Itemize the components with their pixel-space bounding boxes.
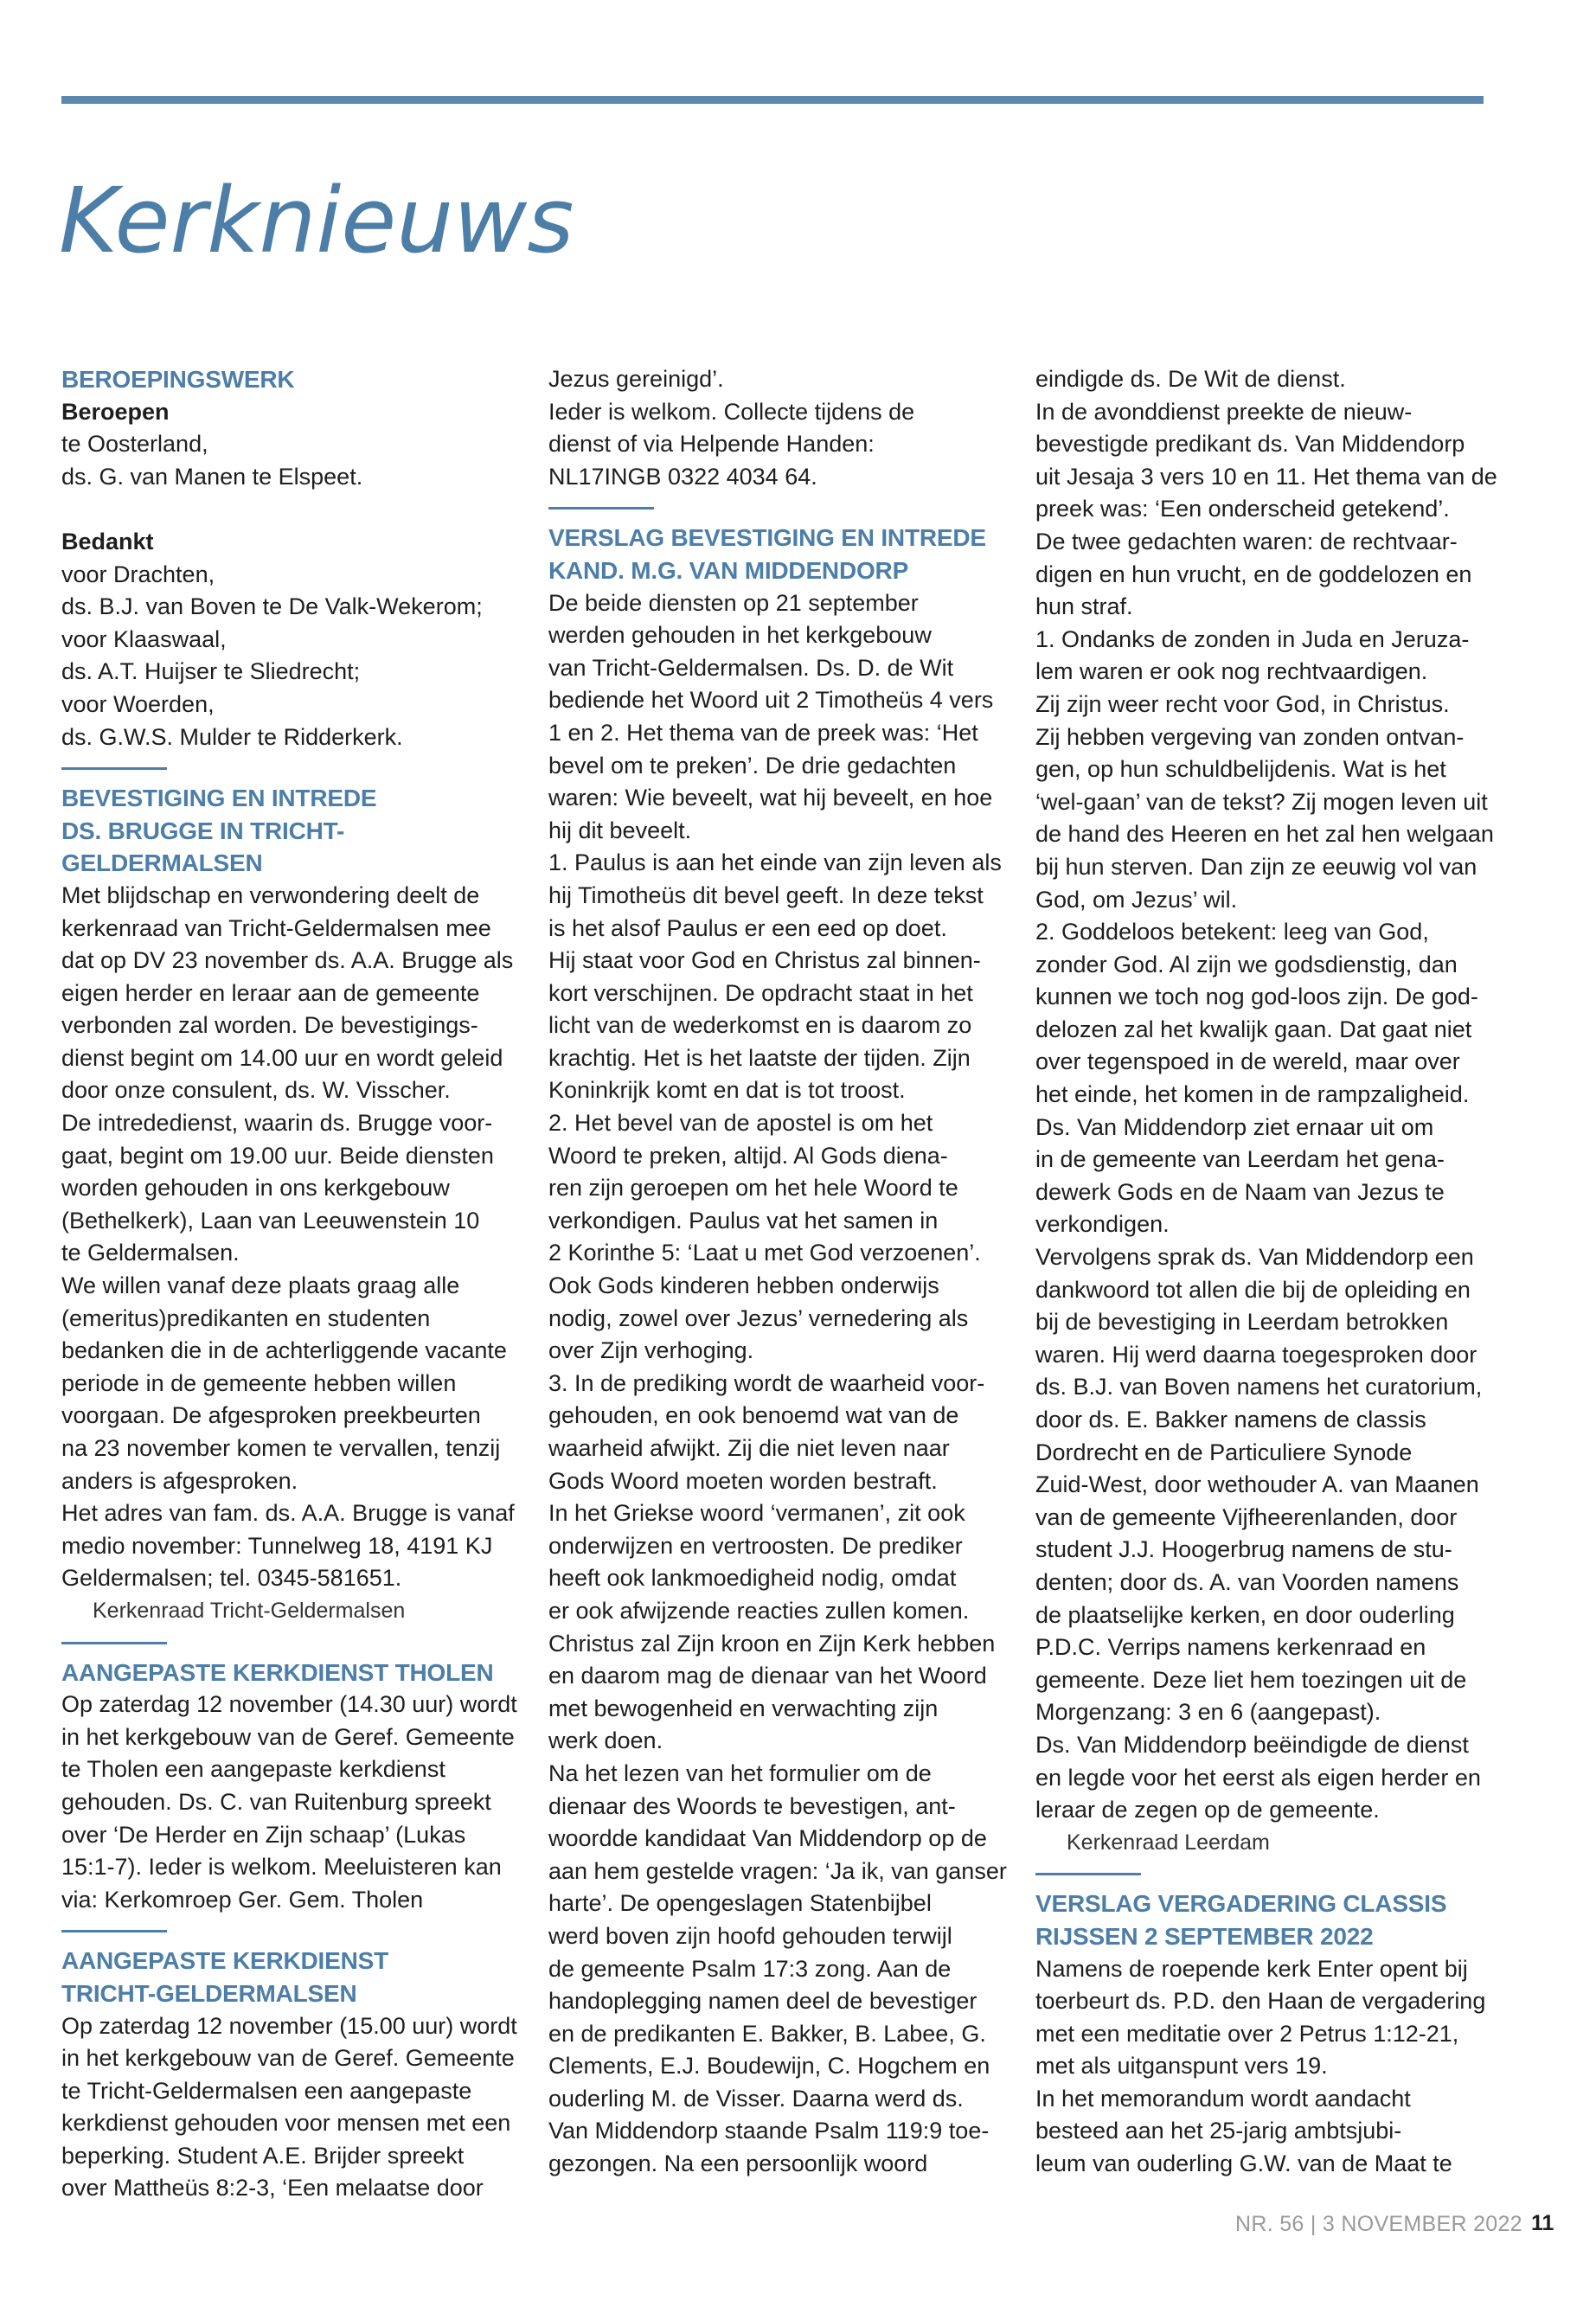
article-body — [61, 1689, 539, 1916]
text-line: bij hun sterven. Dan zijn ze eeuwig vol van — [1035, 853, 1477, 880]
text-line: te Oosterland, — [61, 431, 208, 458]
text-line: Op zaterdag 12 november (14.30 uur) wordt — [61, 1691, 517, 1718]
text-line: dienaar des Woords te bevestigen, ant- — [548, 1792, 956, 1819]
text-line: anders is afgesproken. — [61, 1467, 298, 1494]
text-line: heeft ook lankmoedigheid nodig, omdat — [548, 1565, 957, 1592]
text-line: NL17INGB 0322 4034 64. — [548, 463, 817, 490]
text-line: met bewogenheid en verwachting zijn — [548, 1695, 939, 1721]
text-line: harte’. De opengeslagen Statenbijbel — [548, 1890, 932, 1917]
text-line: Dordrecht en de Particuliere Synode — [1035, 1439, 1413, 1465]
text-line: dienst begint om 14.00 uur en wordt geleid — [61, 1044, 503, 1071]
section-heading-verslag-2: KAND. M.G. VAN MIDDENDORP — [548, 556, 909, 584]
text-line: bevel om te preken’. De drie gedachten — [548, 752, 957, 779]
text-line: door ds. E. Bakker namens de classis — [1035, 1407, 1426, 1433]
text-line: De beide diensten op 21 september — [548, 589, 919, 616]
column-1 — [61, 363, 539, 2205]
issue-info: NR. 56 | 3 NOVEMBER 2022 — [1235, 2212, 1522, 2236]
text-line: werk doen. — [548, 1727, 663, 1754]
section-heading-aangepaste: AANGEPASTE KERKDIENST — [61, 1947, 388, 1975]
text-line: beperking. Student A.E. Brijder spreekt — [61, 2142, 465, 2169]
article-body — [548, 587, 1026, 2181]
text-line: in het kerkgebouw van de Geref. Gemeente — [61, 1723, 515, 1750]
text-line: over Zijn verhoging. — [548, 1337, 754, 1364]
text-line: Jezus gereinigd’. — [548, 366, 724, 392]
text-line: hij dit beveelt. — [548, 817, 692, 843]
text-line: door onze consulent, ds. W. Visscher. — [61, 1077, 451, 1104]
text-line: In de avonddienst preekte de nieuw- — [1035, 398, 1413, 425]
text-line: Morgenzang: 3 en 6 (aangepast). — [1035, 1699, 1381, 1726]
text-line: uit Jesaja 3 vers 10 en 11. Het thema van de — [1035, 463, 1497, 490]
text-line: dewerk Gods en de Naam van Jezus te — [1035, 1178, 1445, 1205]
text-line: dat op DV 23 november ds. A.A. Brugge als — [61, 947, 514, 974]
text-line: Namens de roepende kerk Enter opent bij — [1035, 1955, 1468, 1982]
text-line: en legde voor het eerst als eigen herder en — [1035, 1764, 1481, 1791]
text-line: gemeente. Deze liet hem toezingen uit de — [1035, 1666, 1467, 1693]
text-line: gaat, begint om 19.00 uur. Beide diensten — [61, 1142, 494, 1169]
text-line: en de predikanten E. Bakker, B. Labee, G. — [548, 2020, 986, 2047]
text-line: ds. B.J. van Boven te De Valk-Wekerom; — [61, 593, 483, 620]
text-line: toerbeurt ds. P.D. den Haan de vergadering — [1035, 1988, 1486, 2015]
text-line: 1 en 2. Het thema van de preek was: ‘Het — [548, 719, 978, 746]
text-line: licht van de wederkomst en is daarom zo — [548, 1012, 972, 1039]
text-line: digen en hun vrucht, en de goddelozen en — [1035, 561, 1472, 587]
text-line: Zij zijn weer recht voor God, in Christus. — [1035, 690, 1450, 717]
text-line: werden gehouden in het kerkgebouw — [548, 622, 932, 649]
text-line: periode in de gemeente hebben willen — [61, 1369, 457, 1396]
text-line: Gods Woord moeten worden bestraft. — [548, 1467, 938, 1494]
text-line: werd boven zijn hoofd gehouden terwijl — [548, 1922, 952, 1949]
text-line: De twee gedachten waren: de rechtvaar- — [1035, 528, 1458, 554]
subheading-bedankt: Bedankt — [61, 528, 154, 554]
text-line: 15:1-7). Ieder is welkom. Meeluisteren kan — [61, 1854, 502, 1881]
text-line: P.D.C. Verrips namens kerkenraad en — [1035, 1634, 1426, 1661]
text-line: denten; door ds. A. van Voorden namens — [1035, 1568, 1459, 1595]
section-heading-aangepaste-2: TRICHT-GELDERMALSEN — [61, 1979, 357, 2007]
text-line: In het Griekse woord ‘vermanen’, zit ook — [548, 1500, 965, 1527]
text-line: ds. A.T. Huijser te Sliedrecht; — [61, 658, 361, 685]
text-line: over tegenspoed in de wereld, maar over — [1035, 1048, 1460, 1075]
text-line: 2. Het bevel van de apostel is om het — [548, 1110, 933, 1137]
article-body — [548, 363, 1026, 493]
text-line: onderwijzen en vertroosten. De prediker — [548, 1532, 963, 1559]
text-line: verbonden zal worden. De bevestigings- — [61, 1012, 478, 1039]
text-line: eigen herder en leraar aan de gemeente — [61, 979, 480, 1006]
article-body — [1035, 363, 1513, 1827]
text-line: er ook afwijzende reacties zullen komen. — [548, 1597, 970, 1624]
text-line: dankwoord tot allen die bij de opleiding en — [1035, 1276, 1471, 1303]
text-line: bevestigde predikant ds. Van Middendorp — [1035, 431, 1465, 458]
section-heading-tholen: AANGEPASTE KERKDIENST THOLEN — [61, 1658, 494, 1686]
text-line: aan hem gestelde vragen: ‘Ja ik, van ganser — [548, 1857, 1007, 1884]
section-divider — [61, 767, 167, 770]
text-line: over Mattheüs 8:2-3, ‘Een melaatse door — [61, 2175, 484, 2202]
section-heading-bevestiging-2: DS. BRUGGE IN TRICHT-GELDERMALSEN — [61, 817, 345, 877]
text-line: waarheid afwijkt. Zij die niet leven naar — [548, 1435, 950, 1461]
text-line: Zij hebben vergeving van zonden ontvan- — [1035, 723, 1465, 750]
signature: Kerkenraad Leerdam — [1067, 1830, 1270, 1855]
text-line: Koninkrijk komt en dat is tot troost. — [548, 1077, 906, 1104]
text-line: Ds. Van Middendorp ziet ernaar uit om — [1035, 1113, 1434, 1140]
text-line: krachtig. Het is het laatste der tijden. Zijn — [548, 1044, 971, 1071]
text-line: bij de bevestiging in Leerdam betrokken — [1035, 1309, 1449, 1336]
text-line: leraar de zegen op de gemeente. — [1035, 1797, 1380, 1823]
text-line: 1. Paulus is aan het einde van zijn leven als — [548, 849, 1002, 876]
section-divider — [61, 1930, 167, 1932]
top-rule — [61, 96, 1484, 104]
text-line: Na het lezen van het formulier om de — [548, 1759, 932, 1786]
text-line: Van Middendorp staande Psalm 119:9 toe- — [548, 2118, 990, 2144]
text-line: en daarom mag de dienaar van het Woord — [548, 1663, 987, 1689]
page-number: 11 — [1531, 2211, 1554, 2235]
text-line: het einde, het komen in de rampzaligheid. — [1035, 1081, 1470, 1108]
text-line: voor Drachten, — [61, 561, 215, 587]
section-heading-classis-2: RIJSSEN 2 SEPTEMBER 2022 — [1035, 1922, 1374, 1950]
text-line: van Tricht-Geldermalsen. Ds. D. de Wit — [548, 654, 954, 681]
text-line: dienst of via Helpende Handen: — [548, 431, 875, 458]
text-line: waren. Hij werd daarna toegesproken door — [1035, 1341, 1477, 1368]
section-heading-classis: VERSLAG VERGADERING CLASSIS — [1035, 1890, 1447, 1918]
article-body — [61, 2010, 539, 2206]
text-line: gezongen. Na een persoonlijk woord — [548, 2150, 928, 2177]
text-line: student J.J. Hoogerbrug namens de stu- — [1035, 1536, 1452, 1563]
text-line: woordde kandidaat Van Middendorp op de — [548, 1825, 987, 1852]
text-line: via: Kerkomroep Ger. Gem. Tholen — [61, 1886, 424, 1913]
text-line: verkondigen. — [1035, 1211, 1170, 1238]
text-line: ds. G. van Manen te Elspeet. — [61, 463, 363, 490]
text-line: Met blijdschap en verwondering deelt de — [61, 881, 480, 908]
text-line: bedanken die in de achterliggende vacante — [61, 1337, 507, 1364]
text-line: 1. Ondanks de zonden in Juda en Jeruza- — [1035, 625, 1470, 652]
text-line: preek was: ‘Een onderscheid getekend’. — [1035, 496, 1450, 522]
text-line: zonder God. Al zijn we godsdienstig, dan — [1035, 951, 1458, 977]
text-line: nodig, zowel over Jezus’ vernedering als — [548, 1304, 969, 1331]
text-line: Vervolgens sprak ds. Van Middendorp een — [1035, 1244, 1474, 1271]
text-line: In het memorandum wordt aandacht — [1035, 2085, 1411, 2112]
text-line: voor Woerden, — [61, 690, 215, 717]
section-heading-bevestiging: BEVESTIGING EN INTREDE — [61, 785, 377, 812]
text-line: leum van ouderling G.W. van de Maat te — [1035, 2150, 1452, 2177]
text-line: na 23 november komen te vervallen, tenzij — [61, 1435, 501, 1461]
text-line: Clements, E.J. Boudewijn, C. Hogchem en — [548, 2053, 990, 2080]
text-line: ouderling M. de Visser. Daarna werd ds. — [548, 2085, 964, 2112]
text-line: God, om Jezus’ wil. — [1035, 886, 1238, 913]
text-line: Het adres van fam. ds. A.A. Brugge is vanaf — [61, 1500, 515, 1527]
text-line: ren zijn geroepen om het hele Woord te — [548, 1175, 958, 1202]
text-line: te Tricht-Geldermalsen een aangepaste — [61, 2077, 472, 2104]
text-line: (Bethelkerk), Laan van Leeuwenstein 10 — [61, 1207, 480, 1234]
page-title: Kerknieuws — [59, 168, 574, 273]
text-line: gen, op hun schuldbelijdenis. Wat is het — [1035, 756, 1446, 783]
signature: Kerkenraad Tricht-Geldermalsen — [93, 1598, 406, 1623]
text-line: (emeritus)predikanten en studenten — [61, 1304, 431, 1331]
text-line: Geldermalsen; tel. 0345-581651. — [61, 1565, 402, 1592]
text-line: waren: Wie beveelt, wat hij beveelt, en hoe — [548, 785, 993, 811]
text-line: ‘wel-gaan’ van de tekst? Zij mogen leven uit — [1035, 788, 1488, 815]
text-line: te Tholen een aangepaste kerkdienst — [61, 1756, 445, 1783]
text-line: voor Klaaswaal, — [61, 625, 227, 652]
text-line: delozen zal het kwalijk gaan. Dat gaat niet — [1035, 1016, 1472, 1042]
text-line: Op zaterdag 12 november (15.00 uur) wordt — [61, 2012, 517, 2039]
text-line: bediende het Woord uit 2 Timotheüs 4 vers — [548, 687, 994, 714]
text-line: gehouden. Ds. C. van Ruitenburg spreekt — [61, 1788, 491, 1815]
text-line: Christus zal Zijn kroon en Zijn Kerk hebben — [548, 1630, 996, 1657]
text-line: verkondigen. Paulus vat het samen in — [548, 1207, 939, 1234]
text-line: kunnen we toch nog god-loos zijn. De god- — [1035, 984, 1478, 1010]
text-line: medio november: Tunnelweg 18, 4191 KJ — [61, 1532, 493, 1559]
article-body — [1035, 1953, 1513, 2181]
text-line: in het kerkgebouw van de Geref. Gemeente — [61, 2045, 515, 2072]
text-line: 3. In de prediking wordt de waarheid voor- — [548, 1369, 985, 1396]
text-line: gehouden, en ook benoemd wat van de — [548, 1402, 959, 1429]
column-3 — [1035, 363, 1513, 2181]
text-line: ds. G.W.S. Mulder te Ridderkerk. — [61, 723, 403, 750]
text-line: de hand des Heeren en het zal hen welgaan — [1035, 821, 1494, 848]
text-line: over ‘De Herder en Zijn schaap’ (Lukas — [61, 1821, 466, 1848]
text-line: We willen vanaf deze plaats graag alle — [61, 1272, 460, 1299]
column-2 — [548, 363, 1026, 2181]
article-body — [61, 880, 539, 1595]
text-line: kerkenraad van Tricht-Geldermalsen mee — [61, 914, 491, 941]
text-line: met een meditatie over 2 Petrus 1:12-21, — [1035, 2020, 1459, 2047]
text-line: Hij staat voor God en Christus zal binnen- — [548, 947, 981, 974]
section-heading-verslag: VERSLAG BEVESTIGING EN INTREDE — [548, 524, 986, 552]
text-line: Zuid-West, door wethouder A. van Maanen — [1035, 1471, 1479, 1498]
text-line: lem waren er ook nog rechtvaardigen. — [1035, 658, 1428, 685]
text-line: eindigde ds. De Wit de dienst. — [1035, 366, 1346, 392]
text-line: 2 Korinthe 5: ‘Laat u met God verzoenen’. — [548, 1240, 981, 1266]
text-line: kerkdienst gehouden voor mensen met een — [61, 2110, 511, 2137]
text-line: hij Timotheüs dit bevel geeft. In deze tekst — [548, 881, 984, 908]
subheading-beroepen: Beroepen — [61, 398, 170, 425]
text-line: besteed aan het 25-jarig ambtsjubi- — [1035, 2118, 1402, 2144]
section-divider — [61, 1642, 167, 1644]
text-line: de gemeente Psalm 17:3 zong. Aan de — [548, 1955, 952, 1982]
text-line: 2. Goddeloos betekent: leeg van God, — [1035, 919, 1429, 945]
text-line: Ieder is welkom. Collecte tijdens de — [548, 398, 915, 425]
text-line: Woord te preken, altijd. Al Gods diena- — [548, 1142, 948, 1169]
text-line: ds. B.J. van Boven namens het curatorium, — [1035, 1374, 1483, 1400]
text-line: hun straf. — [1035, 593, 1133, 620]
text-line: de plaatselijke kerken, en door ouderling — [1035, 1601, 1455, 1628]
text-line: in de gemeente van Leerdam het gena- — [1035, 1146, 1445, 1173]
text-line: De intrededienst, waarin ds. Brugge voor- — [61, 1110, 493, 1137]
text-line: te Geldermalsen. — [61, 1240, 240, 1266]
section-heading-beroepingswerk: BEROEPINGSWERK — [61, 366, 295, 393]
section-divider — [548, 507, 654, 510]
text-line: voorgaan. De afgesproken preekbeurten — [61, 1402, 481, 1429]
text-line: van de gemeente Vijfheerenlanden, door — [1035, 1503, 1458, 1530]
text-line: Ds. Van Middendorp beëindigde de dienst — [1035, 1731, 1469, 1758]
text-line: is het alsof Paulus er een eed op doet. — [548, 914, 947, 941]
text-line: kort verschijnen. De opdracht staat in het — [548, 979, 973, 1006]
text-line: Ook Gods kinderen hebben onderwijs — [548, 1272, 939, 1299]
text-line: met als uitganspunt vers 19. — [1035, 2053, 1328, 2080]
text-line: worden gehouden in ons kerkgebouw — [61, 1175, 450, 1202]
section-divider — [1035, 1873, 1141, 1875]
text-line: handoplegging namen deel de bevestiger — [548, 1988, 977, 2015]
